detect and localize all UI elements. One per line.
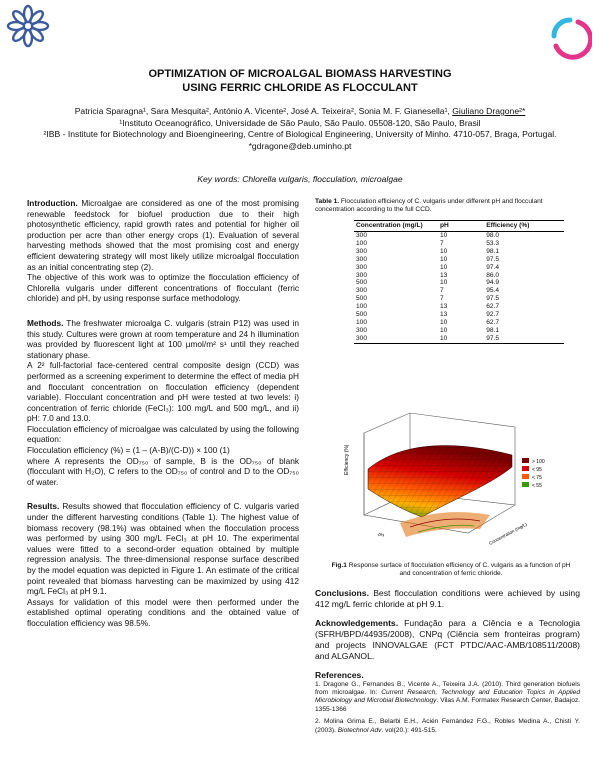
- table-row: [354, 272, 564, 280]
- conclusions-section: Conclusions. Best flocculation conditions were achieved by using 412 mg/L ferric chloride at pH 9.1.: [315, 588, 580, 609]
- references-section: References. 1. Dragone G., Fernandes B., Vicente A., Teixeira J.A. (2010). Third generation biofuels from microalgae. In: Current Research, Technology and Education Topics in Applied Microbiology and Microbial Biotechnology. Vilas A.M. Formatex Research Center, Badajoz. 1355-1366 2. Molina Grima E., Belarbi E.H., Acién Fernández F.G., Robles Medina A., Chisti Y. (2003). Biotechnol Adv. vol(20.): 491-515.: [315, 670, 580, 734]
- table-cell: 62.7: [486, 303, 500, 311]
- response-surface-plot: [340, 405, 556, 560]
- table-cell: 95.4: [486, 287, 500, 295]
- author-block: Patricia Sparagna¹, Sara Mesquita², António A. Vicente², José A. Teixeira², Sonia M. F. Gianesella¹, Giuliano Dragone²* ¹Instituto Oceanográfico, Universidade de São Paulo, São Paulo. 05508-120, São Paulo, Brasil ²IBB - Institute for Biotechnology and Bioengineering, Centre of Biological Engineering, University of Minho. 4710-057, Braga, Portugal. *gdragone@deb.uminho.pt: [40, 106, 560, 152]
- results-section: Results. Results showed that flocculation efficiency of C. vulgaris varied under the different harvesting conditions (Table 1). The highest value of biomass recovery (98.1%) was obtained when the flocculation process was performed by using 300 mg/L FeCl₃ at pH 10. The experimental values were fitted to a second-order equation obtained by multiple regression analysis. The three-dimensional response surface described by the model equation was depicted in Figure 1. An estimate of the critical point revealed that biomass harvesting can be maximized by using 412 mg/L FeCl₃ at pH 9.1. Assays for validation of this model were then performed under the established optimal operating conditions and the obtained value of flocculation efficiency was 98.5%.: [27, 501, 299, 628]
- table-cell: 7: [440, 239, 444, 247]
- table-row: [354, 279, 564, 287]
- figure-caption: Fig.1 Response surface of flocculation efficiency of C. vulgaris as a function of pH and concentration of ferric chloride.: [331, 562, 571, 577]
- table-cell: 300: [356, 255, 368, 263]
- poster-title: OPTIMIZATION OF MICROALGAL BIOMASS HARVESTING USING FERRIC CHLORIDE AS FLOCCULANT: [148, 68, 452, 94]
- table-cell: 97.5: [486, 255, 500, 263]
- legend-label: > 100: [532, 459, 545, 465]
- acknowledgements-section: Acknowledgements. Fundação para a Ciência e a Tecnologia (SFRH/BPD/44935/2008), CNPq (Ciência sem fronteiras program) and projects INNOVALGAE (FCT PTDC/AAC-AMB/108511/2008) and ALGANOL.: [315, 618, 580, 661]
- ring-logo-icon: [548, 16, 592, 60]
- table-row: [354, 303, 564, 311]
- table-row: [354, 319, 564, 327]
- table-row: [354, 264, 564, 272]
- table-row: [354, 256, 564, 264]
- table-cell: 98.1: [486, 247, 500, 255]
- table-row: [354, 287, 564, 295]
- z-axis-label: Efficiency (%): [344, 444, 350, 475]
- table-cell: 98.1: [486, 326, 500, 334]
- table-cell: 300: [356, 263, 368, 271]
- methods-section: Methods. The freshwater microalga C. vulgaris (strain P12) was used in this study. Cultures were grown at room temperature and 24 h illumination was provided by fluorescent light at 100 µmol/m² s¹ until they reached stationary phase. A 2² full-factorial face-centered central composite design (CCD) was performed as a screening experiment to determine the effect of media pH and flocculant concentration on flocculation efficiency (dependent variable). Flocculant concentration and pH were tested at two levels: i) concentration of ferric chloride (FeCl₃): 100 mg/L and 500 mg/L, and ii) pH: 7.0 and 13.0. Flocculation efficiency of microalgae was calculated by using the following equation: Flocculation efficiency (%) = (1 – (A-B)/(C-D)) × 100 (1) where A represents the OD₇₅₀ of sample, B is the OD₇₅₀ of blank (flocculant with H₂O), C refers to the OD₇₅₀ of control and D to the OD₇₅₀ of water.: [27, 317, 299, 487]
- table-cell: 13: [440, 311, 448, 319]
- table-cell: 10: [440, 263, 448, 271]
- table-cell: 300: [356, 232, 368, 239]
- table-cell: 500: [356, 279, 368, 287]
- y-axis-label: Concentration (mg/L): [488, 521, 528, 546]
- legend-swatch: [522, 482, 529, 487]
- table-cell: 300: [354, 335, 438, 343]
- table-row: [354, 232, 564, 240]
- table-cell: 7: [440, 287, 444, 295]
- table-cell: 300: [356, 287, 368, 295]
- table-cell: 7: [440, 295, 444, 303]
- table-cell: 97.4: [486, 263, 500, 271]
- legend-swatch: [522, 458, 529, 463]
- table-cell: 97.5: [486, 295, 500, 303]
- table-cell: 300: [356, 271, 368, 279]
- table-cell: 86.0: [486, 271, 500, 279]
- table-row: [354, 295, 564, 303]
- table-cell: 100: [356, 303, 368, 311]
- table-row: [354, 248, 564, 256]
- legend-swatch: [522, 466, 529, 471]
- column-header: Efficiency (%): [484, 221, 564, 232]
- university-logo-icon: [6, 4, 50, 48]
- table-cell: 98.0: [486, 232, 500, 239]
- table-cell: 13: [440, 303, 448, 311]
- table-cell: 62.7: [486, 318, 500, 326]
- legend-label: < 95: [532, 467, 542, 473]
- table-cell: 300: [356, 247, 368, 255]
- legend-label: < 75: [532, 475, 542, 481]
- table-cell: 10: [440, 255, 448, 263]
- table-cell: 10: [440, 318, 448, 326]
- table-cell: 97.5: [484, 335, 564, 343]
- table-cell: 100: [356, 318, 368, 326]
- table-cell: 500: [356, 311, 368, 319]
- table-cell: 94.9: [486, 279, 500, 287]
- keywords: Key words: Chlorella vulgaris, flocculation, microalgae: [197, 174, 403, 184]
- table-caption: Table 1. Flocculation efficiency of C. vulgaris under different pH and flocculant concentration according to the full CCD.: [315, 198, 543, 213]
- table-cell: 100: [356, 239, 368, 247]
- email: *gdragone@deb.uminho.pt: [248, 140, 352, 151]
- plot-legend: [522, 458, 545, 489]
- table-cell: 10: [440, 232, 448, 239]
- x-axis-label: pH: [377, 531, 385, 538]
- column-header: pH: [438, 221, 484, 232]
- table-row: [354, 311, 564, 319]
- legend-swatch: [522, 474, 529, 479]
- table-cell: 10: [440, 326, 448, 334]
- table-row: [354, 335, 564, 343]
- table-cell: 10: [440, 279, 448, 287]
- efficiency-table: [354, 220, 564, 344]
- table-cell: 500: [356, 295, 368, 303]
- introduction-section: Introduction. Microalgae are considered as one of the most promising renewable feedstock for biofuel production due to their high photosynthetic efficiency, rapid growth rates and potential for higher oil production per acre than other energy crops (1). Evaluation of several harvesting methods showed that the most promising cost and energy efficient dewatering strategy will most likely utilize microalgal flocculation as an initial concentrating step (2). The objective of this work was to optimize the flocculation efficiency of Chlorella vulgaris under different concentrations of flocculant (ferric chloride) and pH, by using response surface methodology.: [27, 198, 299, 304]
- corresponding-author: Giuliano Dragone²*: [452, 106, 526, 116]
- table-row: [354, 327, 564, 335]
- table-cell: 13: [440, 271, 448, 279]
- left-column: [27, 198, 299, 637]
- right-column: [315, 588, 580, 743]
- table-cell: 300: [356, 326, 368, 334]
- contour-floor: [400, 512, 490, 537]
- table-cell: 92.7: [486, 311, 500, 319]
- table-cell: 10: [440, 247, 448, 255]
- legend-label: < 55: [532, 483, 542, 489]
- table-cell: 53.3: [486, 239, 500, 247]
- table-row: [354, 240, 564, 248]
- table-cell: 10: [438, 335, 484, 343]
- column-header: Concentration (mg/L): [354, 221, 438, 232]
